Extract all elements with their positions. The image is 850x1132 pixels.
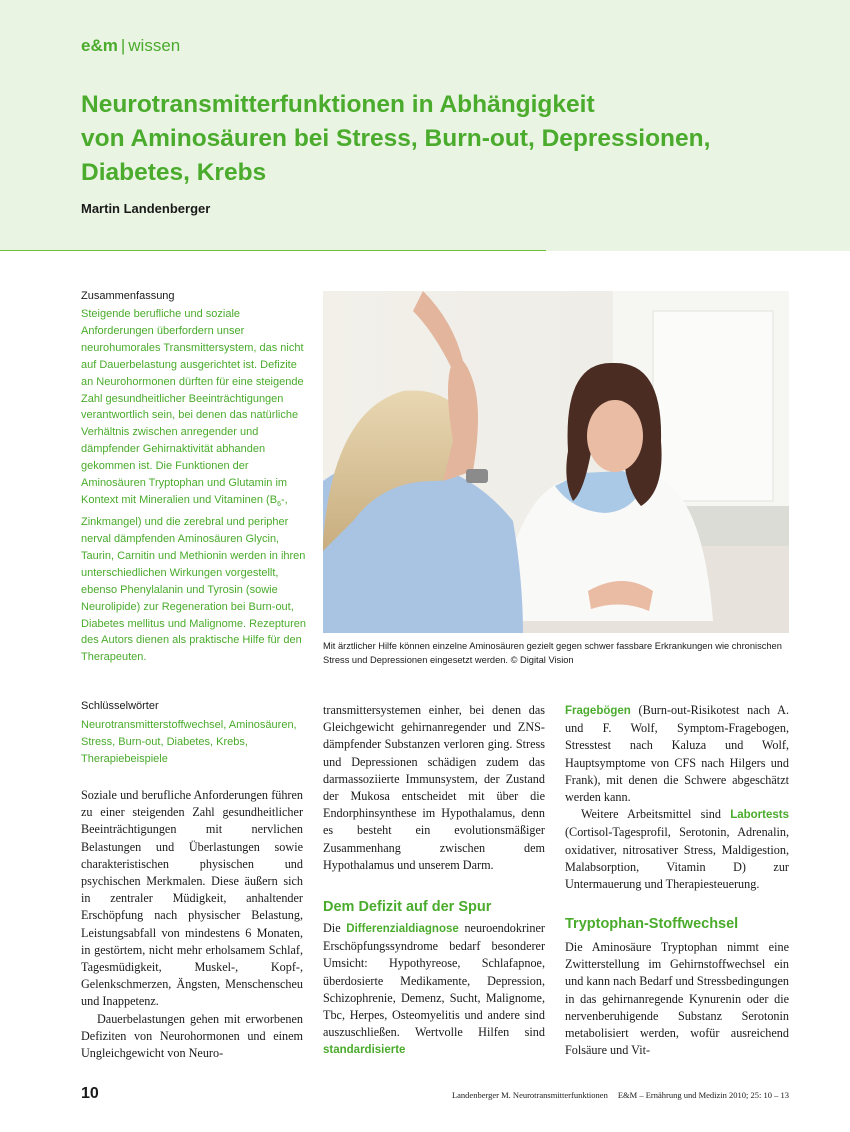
brand-section: wissen — [128, 36, 181, 55]
paragraph — [565, 806, 789, 893]
page-number: 10 — [81, 1085, 99, 1102]
paragraph: Dauerbelastungen gehen mit erworbenen Defiziten von Neurohormonen und einem Ungleichgewicht von Neuro- — [81, 1011, 303, 1061]
paragraph: Soziale und berufliche Anforderungen führen zu einer steigenden Zahl gesundheitlicher Beeinträchtigungen mit nervlichen Belastungen und Überlastungen sowie charakteristischen physischen und psychischen Merkmalen. Diese äußern sich in zentraler Müdigkeit, anhaltender Erschöpfung nach physischer Belastung, Leistungsabfall von mindestens 6 Monaten, in gestörtem, nicht mehr erholsamem Schlaf, Tagesmüdigkeit, Muskel-, Kopf-, Gelenkschmerzen, Ängsten, Menschenscheu und Inappetenz. — [81, 788, 303, 1009]
body-column-3-lower — [565, 939, 789, 1059]
journal-brand — [81, 36, 180, 56]
article-title — [81, 88, 801, 190]
title-line: Diabetes, Krebs — [81, 159, 267, 186]
keywords-text: Neurotransmitterstoffwechsel, Aminosäuren, Stress, Burn-out, Diabetes, Krebs, Therapiebeispiele — [81, 719, 297, 765]
figure-caption: Mit ärztlicher Hilfe können einzelne Aminosäuren gezielt gegen schwer fassbare Erkrankungen wie chronischen Stress und Depressionen eingesetzt werden. © Digital Vision — [323, 641, 782, 665]
brand-name: e&m — [81, 36, 118, 55]
abstract-text — [81, 306, 306, 666]
author-name: Martin Landenberger — [81, 201, 211, 216]
title-line: von Aminosäuren bei Stress, Burn-out, Depressionen, — [81, 125, 711, 152]
text-run: (Burn-out-Risikotest nach A. und F. Wolf, Symptom-Fragebogen, Stresstest nach Kaluza und Wolf, Hauptsymptome von CFS nach Hilgers und Frank), mit denen die Schwere abgeschätzt werden kann. — [565, 703, 789, 805]
text-run: Die — [323, 921, 347, 935]
abstract-text-a: Steigende berufliche und soziale Anforderungen überfordern unser neurohumorales Transmittersystem, das nicht auf Dauerbelastung ausgerichtet ist. Defizite an Neurohormonen dürften für eine steigende Zahl gesundheitlicher Beeinträchtigungen verantwortlich sein, bei denen das natürliche Verhältnis zwischen anregender und dämpfender Gehirnaktivität abhanden gekommen ist. Die Funktionen der Aminosäuren Tryptophan und Glutamin im Kontext mit Mineralien und Vitaminen (B — [81, 308, 304, 506]
abstract-text-b: -, Zinkmangel) und die zerebral und peripher nerval dämpfenden Aminosäuren Glycin, Taurin, Carnitin und Methionin werden in ihren unterschiedlichen Wirkungen vorgestellt, ebenso Phenylalanin und Tyrosin (sowie Neurolipide) zur Regeneration bei Burn-out, Diabetes mellitus und Malignome. Rezepturen des Autors dienen als praktische Hilfe für den Therapeuten. — [81, 493, 307, 664]
footer-citation-article: Landenberger M. Neurotransmitterfunktionen — [451, 1090, 608, 1100]
footer-citation-journal: E&M – Ernährung und Medizin 2010; 25: 10 – 13 — [617, 1090, 789, 1100]
highlight-term: standardisierte — [323, 1044, 406, 1057]
text-run: neuroendokriner Erschöpfungssyndrome bedarf besonderer Umsicht: Hypothyreose, Schlafapnoe, überdosierte Medikamente, Depression, Schizophrenie, Demenz, Sucht, Malignome, Tbc, Herpes, Osteomyelitis und andere sind auszuschließen. Wertvolle Hilfen sind — [323, 921, 545, 1040]
abstract-subscript: 6 — [277, 501, 281, 509]
paragraph: Die Aminosäure Tryptophan nimmt eine Zwitterstellung im Gehirnstoffwechsel ein und kann nach Bedarf und Stressbedingungen in das gehirnanregende Kynurenin oder die nervenberuhigende Substanz Serotonin metabolisiert werden, wofür ausreichend Folsäure und Vit- — [565, 940, 789, 1058]
body-column-2 — [323, 702, 545, 874]
section-heading: Tryptophan-Stoffwechsel — [565, 916, 739, 932]
header-divider — [0, 250, 546, 251]
title-line: Neurotransmitterfunktionen in Abhängigkeit — [81, 91, 595, 118]
paragraph — [323, 920, 545, 1060]
paragraph — [565, 702, 789, 806]
keywords-heading: Schlüsselwörter — [81, 700, 159, 712]
brand-separator: | — [120, 36, 126, 55]
body-column-2-lower — [323, 920, 545, 1060]
abstract-heading: Zusammenfassung — [81, 290, 175, 302]
text-run: Weitere Arbeitsmittel sind — [581, 807, 731, 822]
section-heading: Dem Defizit auf der Spur — [323, 899, 492, 915]
article-photo — [323, 291, 789, 633]
text-run: (Cortisol-Tagesprofil, Serotonin, Adrenalin, oxidativer, nitrosativer Stress, Maldigestion, Malabsorption, Vitamin D) zur Untermauerung und Therapiesteuerung. — [565, 825, 789, 892]
footer-citation — [452, 1090, 789, 1100]
highlight-term: Fragebögen — [565, 705, 631, 717]
paragraph: transmittersystemen einher, bei denen das Gleichgewicht gehirnanregender und ZNS-dämpfender Substanzen verloren ging. Stress und Depressionen schädigen zudem das darmassoziierte Immunsystem, der Zustand der Mukosa entscheidet mit über die Endorphinsynthese im Hypothalamus, denn es besteht ein evolutionsmäßiger Zusammenhang zwischen dem Hypothalamus und unserem Darm. — [323, 703, 545, 872]
highlight-term: Labortests — [730, 809, 789, 822]
body-column-3 — [565, 702, 789, 893]
body-column-1 — [81, 787, 303, 1062]
highlight-term: Differenzialdiagnose — [346, 923, 459, 935]
